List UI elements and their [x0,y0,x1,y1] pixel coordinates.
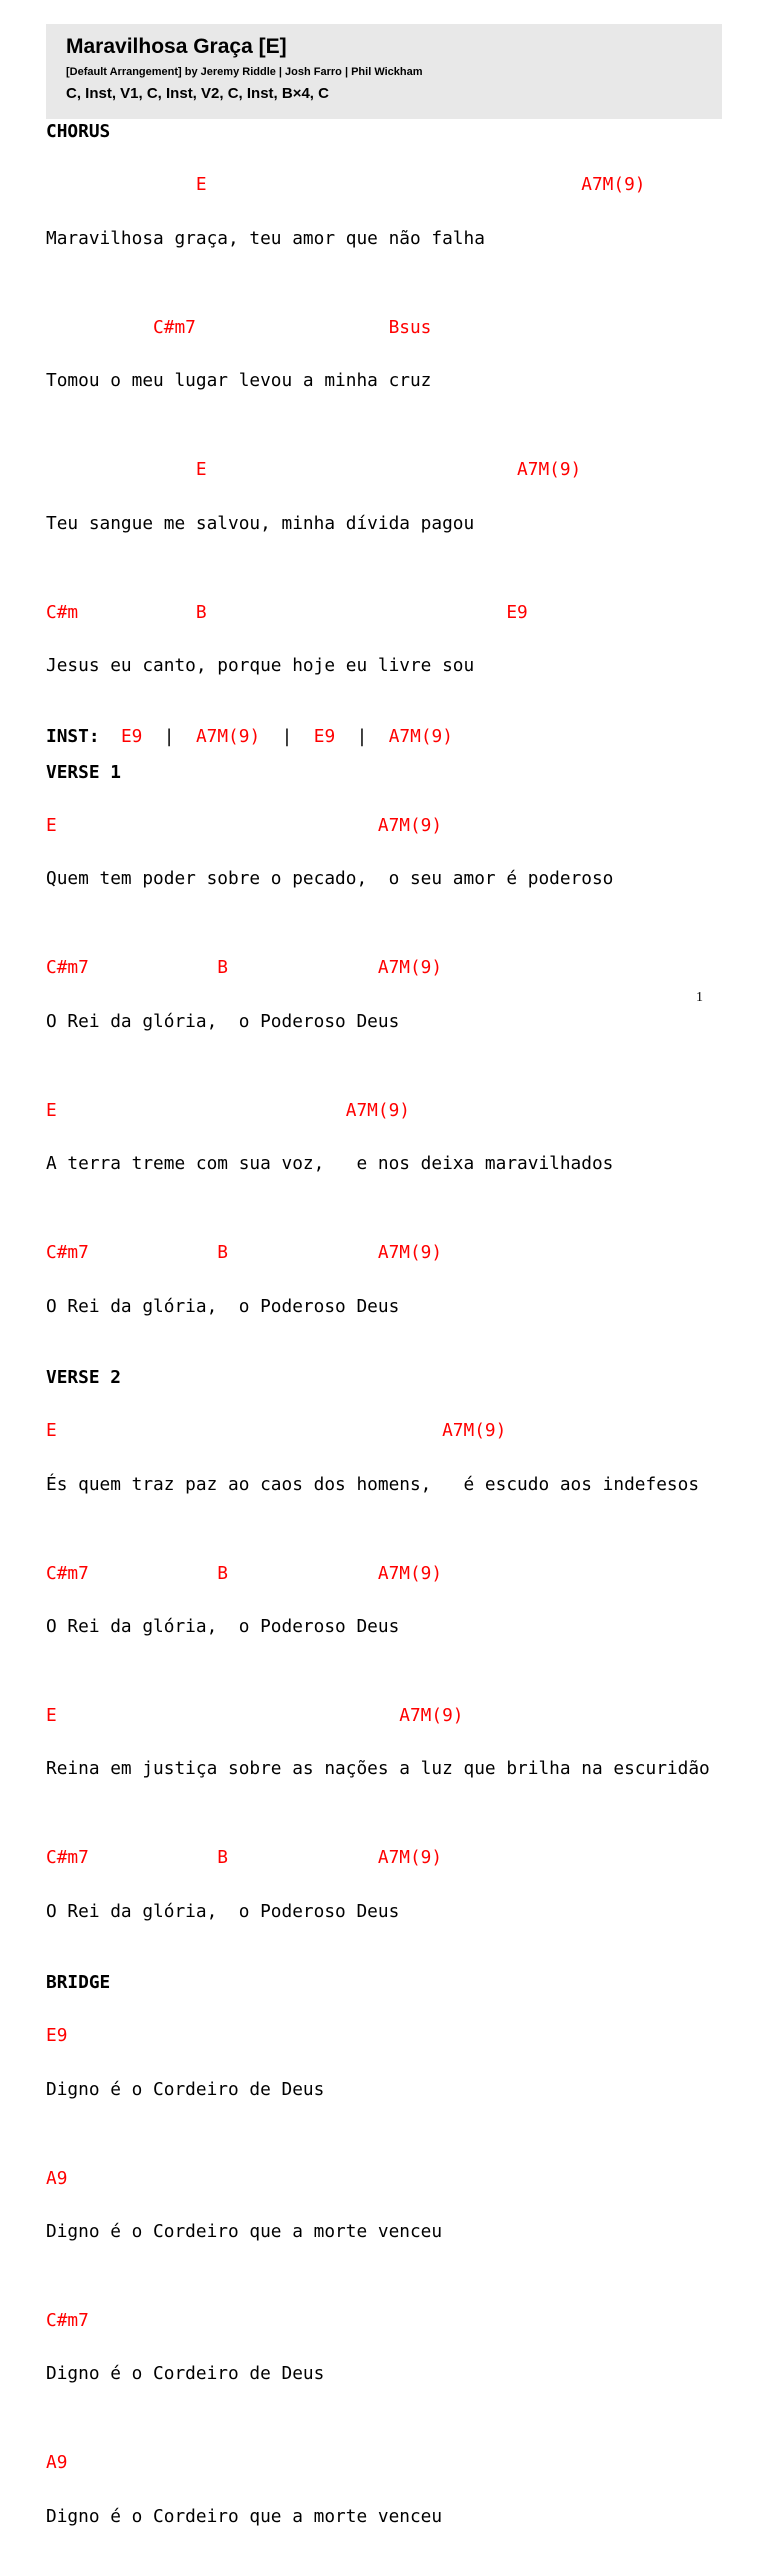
song-title: Maravilhosa Graça [E] [66,35,287,58]
chord-lyric-pair [46,1814,746,1956]
lyric-line: Reina em justiça sobre as nações a luz que brilha na escuridão [46,1758,710,1780]
chord-line: C#m B E9 [46,601,528,623]
chord-lyric-pair [46,283,746,425]
chord-lyric-pair [46,1671,746,1813]
inst-chord: E9 [313,726,336,748]
chord-line: C#m7 [46,2310,89,2332]
lyric-line: Tomou o meu lugar levou a minha cruz [46,370,432,392]
section-label-chorus: CHORUS [46,121,111,142]
chord-lyric-pair [46,141,746,283]
chord-lyric-pair [46,2276,746,2418]
lyric-line: O Rei da glória, o Poderoso Deus [46,1615,400,1637]
instrumental-label: INST: [46,726,100,748]
lyric-line: Quem tem poder sobre o pecado, o seu amor é poderoso [46,868,614,890]
chord-line: A9 [46,2167,68,2189]
lyric-line: Digno é o Cordeiro de Deus [46,2078,325,2100]
chord-lyric-pair [46,1209,746,1351]
lyric-line: O Rei da glória, o Poderoso Deus [46,1295,400,1317]
lyric-line: Maravilhosa graça, teu amor que não falha [46,227,485,249]
chord-lyric-pair [46,1992,746,2134]
chord-line: E A7M(9) [46,1420,507,1442]
chorus-section [46,141,746,711]
chord-sheet [46,123,746,2561]
chord-line: E A7M(9) [46,1099,410,1121]
lyric-line: Digno é o Cordeiro de Deus [46,2363,325,2385]
chord-line: C#m7 Bsus [46,316,432,338]
chord-lyric-pair [46,2134,746,2276]
section-label-verse-1: VERSE 1 [46,761,121,783]
chord-lyric-pair [46,1529,746,1671]
chord-line: E A7M(9) [46,459,582,481]
inst-chord: A7M(9) [195,726,261,748]
song-credits: [Default Arrangement] by Jeremy Riddle | Josh Farro | Phil Wickham [66,66,423,78]
chord-line: E A7M(9) [46,174,646,196]
bridge-section [46,1992,746,2562]
lyric-line: Digno é o Cordeiro que a morte venceu [46,2505,443,2527]
chord-line: E A7M(9) [46,1704,464,1726]
inst-chord: A7M(9) [388,726,453,748]
chord-lyric-pair [46,2419,746,2561]
section-label-bridge: BRIDGE [46,1971,111,1993]
lyric-line: O Rei da glória, o Poderoso Deus [46,1900,400,1922]
lyric-line: Teu sangue me salvou, minha dívida pagou [46,512,475,534]
lyric-line: Digno é o Cordeiro que a morte venceu [46,2221,443,2243]
lyric-line: Jesus eu canto, porque hoje eu livre sou [46,654,475,676]
inst-separator: | [163,726,175,748]
section-spacer [46,746,746,764]
inst-separator: | [281,726,293,748]
lyric-line: A terra treme com sua voz, e nos deixa maravilhados [46,1153,614,1175]
chord-line: E9 [46,2025,68,2047]
chord-line: E A7M(9) [46,815,443,837]
chord-lyric-pair [46,781,746,923]
lyric-line: O Rei da glória, o Poderoso Deus [46,1010,400,1032]
inst-chord: E9 [120,726,143,748]
chord-line: C#m7 B A7M(9) [46,1562,443,1584]
section-spacer [46,1956,746,1974]
chord-lyric-pair [46,924,746,1066]
chord-lyric-pair [46,426,746,568]
chord-line: A9 [46,2452,68,2474]
song-header [46,24,722,119]
chord-line: C#m7 B A7M(9) [46,1242,443,1264]
chord-lyric-pair [46,1387,746,1529]
inst-separator: | [356,726,368,748]
section-label-verse-2: VERSE 2 [46,1366,121,1388]
verse-1-section [46,781,746,1351]
song-order: C, Inst, V1, C, Inst, V2, C, Inst, B×4, C [66,85,329,102]
verse-2-section [46,1387,746,1957]
chord-lyric-pair [46,568,746,710]
chord-lyric-pair [46,1066,746,1208]
instrumental-line [46,728,746,746]
section-spacer [46,1351,746,1369]
chord-line: C#m7 B A7M(9) [46,1847,443,1869]
page-number: 1 [696,990,703,1005]
lyric-line: És quem traz paz ao caos dos homens, é escudo aos indefesos [46,1473,700,1495]
chord-line: C#m7 B A7M(9) [46,957,443,979]
